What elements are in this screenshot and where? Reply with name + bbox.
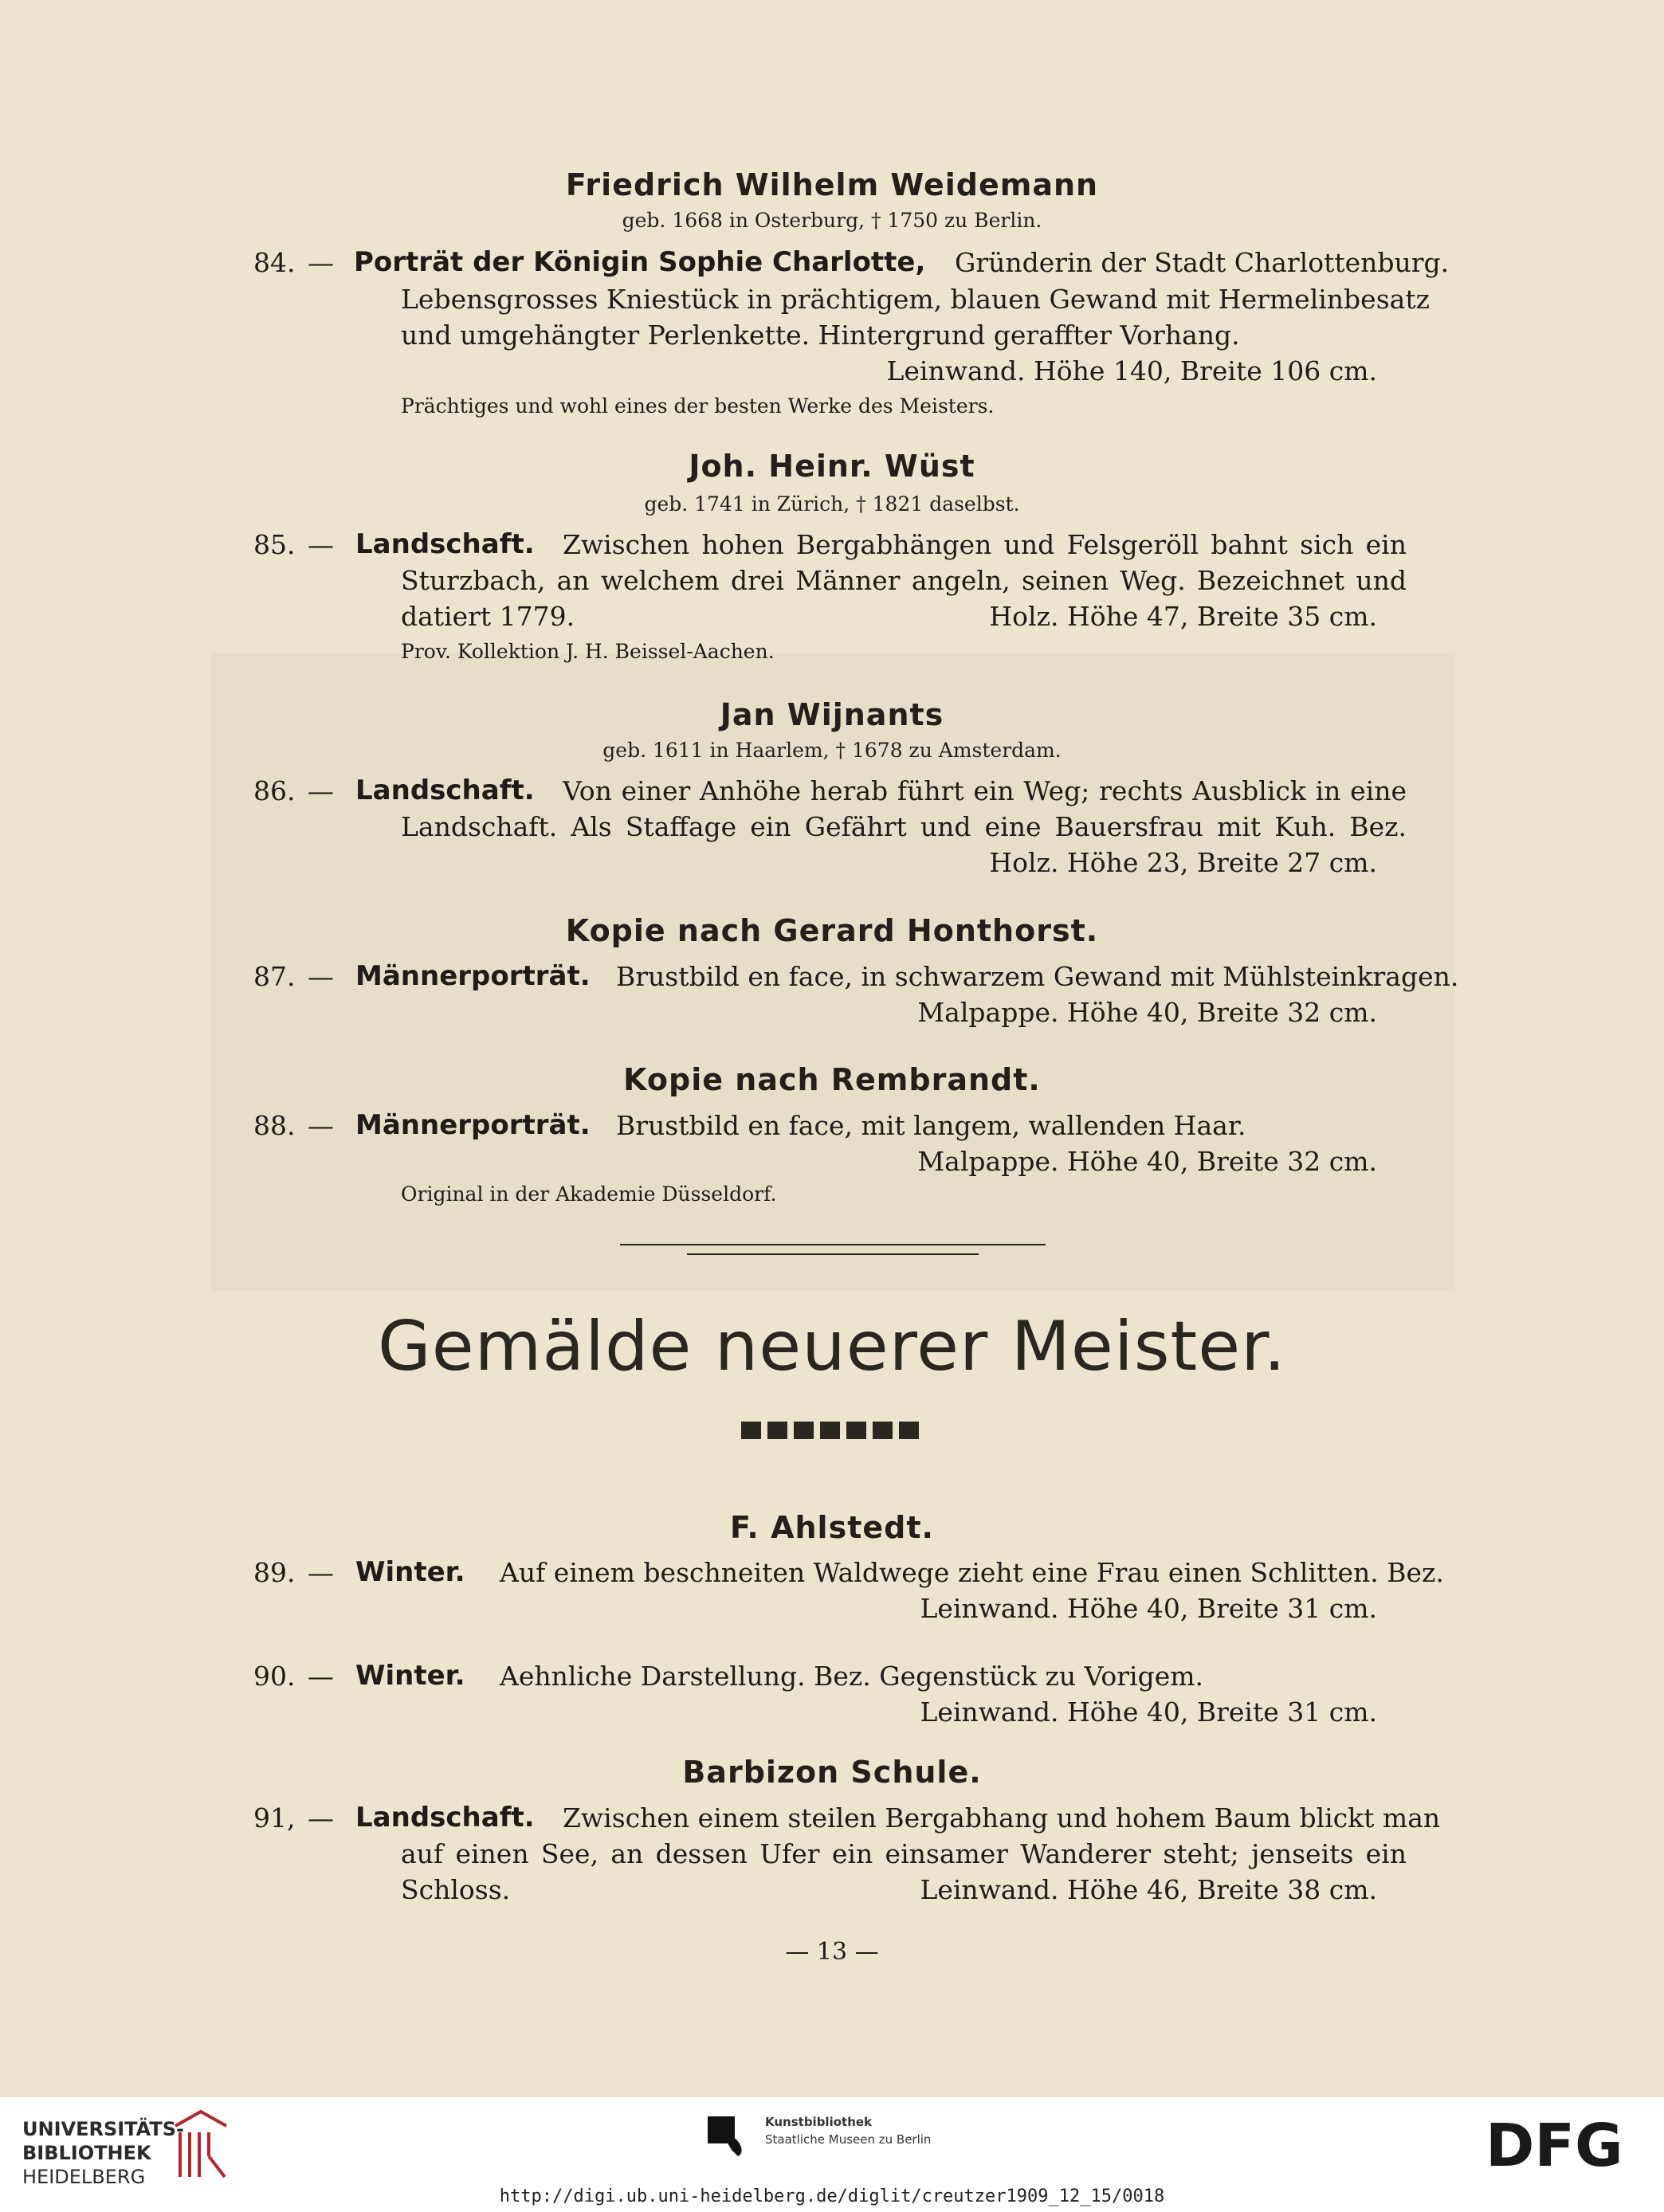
lot-description-line: Schloss. [401,1874,511,1905]
lot-title: Winter. [355,1660,465,1692]
lot-description-line: Landschaft. Als Staffage ein Gefährt und eine Bauersfrau mit Kuh. Bez. [401,811,1407,842]
lot-number: 87. [253,961,296,992]
square-ornament [873,1422,893,1439]
ub-logo-line: HEIDELBERG [22,2166,146,2188]
square-ornament [899,1422,919,1439]
lot-dash: — [308,775,334,806]
lot-number: 86. [253,775,296,806]
page-number: — 13 — [785,1938,879,1966]
lot-title: Winter. [355,1556,465,1588]
artist-heading: Kopie nach Rembrandt. [623,1062,1041,1097]
artist-heading: Joh. Heinr. Wüst [689,449,975,484]
lot-description-line: Zwischen einem steilen Bergabhang und hohem Baum blickt man [563,1802,1441,1834]
lot-dash: — [308,1557,334,1588]
artist-heading: F. Ahlstedt. [730,1510,934,1545]
lot-dash: — [308,529,334,560]
lot-title: Männerporträt. [355,1109,591,1141]
artist-bio: geb. 1741 in Zürich, † 1821 daselbst. [644,492,1020,516]
lot-description-line: und umgehängter Perlenkette. Hintergrund geraffter Vorhang. [401,320,1240,351]
divider-rule [620,1244,1046,1245]
lot-title: Porträt der Königin Sophie Charlotte, [354,246,926,278]
kb-logo-line: Kunstbibliothek [765,2115,873,2129]
lot-title: Landschaft. [355,1802,535,1834]
lot-description-line: Auf einem beschneiten Waldwege zieht eine Frau einen Schlitten. Bez. [500,1557,1444,1588]
lot-note: Original in der Akademie Düsseldorf. [401,1182,777,1206]
divider-rule [687,1253,979,1255]
lot-description-line: Zwischen hohen Bergabhängen und Felsgeröll bahnt sich ein [563,529,1407,560]
artist-bio: geb. 1611 in Haarlem, † 1678 zu Amsterdam. [602,739,1062,762]
lot-description-line: Von einer Anhöhe herab führt ein Weg; rechts Ausblick in eine [563,775,1407,806]
lot-dimensions: Holz. Höhe 23, Breite 27 cm. [989,847,1377,878]
lot-dash: — [308,1110,334,1141]
dfg-logo-text: DFG [1485,2115,1623,2172]
ub-logo-line: BIBLIOTHEK [22,2142,151,2164]
lot-note: Prov. Kollektion J. H. Beissel-Aachen. [401,640,775,663]
lot-title: Landschaft. [355,775,535,806]
lot-description-line: datiert 1779. [401,601,575,632]
lot-number: 90. [253,1661,296,1692]
kunstbibliothek-logo-icon [708,2116,749,2158]
lot-dash: — [308,1802,334,1834]
square-ornament [767,1422,787,1439]
kunstbibliothek-logo[interactable] [765,2113,931,2148]
lot-description-line: Brustbild en face, in schwarzem Gewand mit Mühlsteinkragen. [616,961,1459,992]
lot-title: Männerporträt. [355,960,591,992]
square-ornament [820,1422,840,1439]
artist-heading: Friedrich Wilhelm Weidemann [565,167,1099,202]
lot-dimensions: Leinwand. Höhe 40, Breite 31 cm. [920,1593,1377,1624]
lot-number: 91, [253,1802,296,1834]
square-ornament [741,1422,761,1439]
lot-dash: — [308,247,334,278]
lot-dash: — [308,1661,334,1692]
lot-dimensions: Leinwand. Höhe 140, Breite 106 cm. [886,355,1377,386]
lot-title: Landschaft. [355,528,535,560]
artist-heading: Jan Wijnants [720,697,944,732]
lot-number: 88. [253,1110,296,1141]
ornament-squares [741,1422,923,1442]
artist-heading: Kopie nach Gerard Honthorst. [565,913,1099,948]
lot-number: 89. [253,1557,296,1588]
ub-logo-line: UNIVERSITÄTS- [22,2118,185,2140]
dfg-logo[interactable] [1482,2115,1642,2172]
ub-emblem-icon [169,2108,233,2182]
lot-number: 84. [253,247,296,278]
artist-heading: Barbizon Schule. [682,1755,982,1790]
lot-note: Prächtiges und wohl eines der besten Werke des Meisters. [401,394,995,418]
lot-number: 85. [253,529,296,560]
lot-description-line: Sturzbach, an welchem drei Männer angeln, seinen Weg. Bezeichnet und [401,565,1407,596]
artist-bio: geb. 1668 in Osterburg, † 1750 zu Berlin. [622,209,1042,232]
lot-dimensions: Leinwand. Höhe 46, Breite 38 cm. [920,1874,1377,1905]
ub-heidelberg-logo[interactable] [22,2117,184,2189]
section-title: Gemälde neuerer Meister. [378,1307,1286,1386]
lot-description-line: Gründerin der Stadt Charlottenburg. [955,247,1450,278]
lot-description-line: Brustbild en face, mit langem, wallenden Haar. [616,1110,1246,1141]
lot-dimensions: Leinwand. Höhe 40, Breite 31 cm. [920,1696,1377,1728]
kb-logo-line: Staatliche Museen zu Berlin [765,2132,932,2147]
lot-description-line: auf einen See, an dessen Ufer ein einsamer Wanderer steht; jenseits ein [401,1838,1407,1869]
lot-dimensions: Malpappe. Höhe 40, Breite 32 cm. [917,1146,1377,1177]
lot-dash: — [308,961,334,992]
lot-dimensions: Holz. Höhe 47, Breite 35 cm. [989,601,1377,632]
source-url-link[interactable]: http://digi.ub.uni-heidelberg.de/diglit/creutzer1909_12_15/0018 [499,2187,1165,2206]
square-ornament [794,1422,814,1439]
lot-description-line: Lebensgrosses Kniestück in prächtigem, blauen Gewand mit Hermelinbesatz [401,284,1430,315]
square-ornament [846,1422,866,1439]
lot-dimensions: Malpappe. Höhe 40, Breite 32 cm. [917,997,1377,1028]
lot-description-line: Aehnliche Darstellung. Bez. Gegenstück zu Vorigem. [500,1661,1204,1692]
footer-bar [0,2097,1664,2212]
